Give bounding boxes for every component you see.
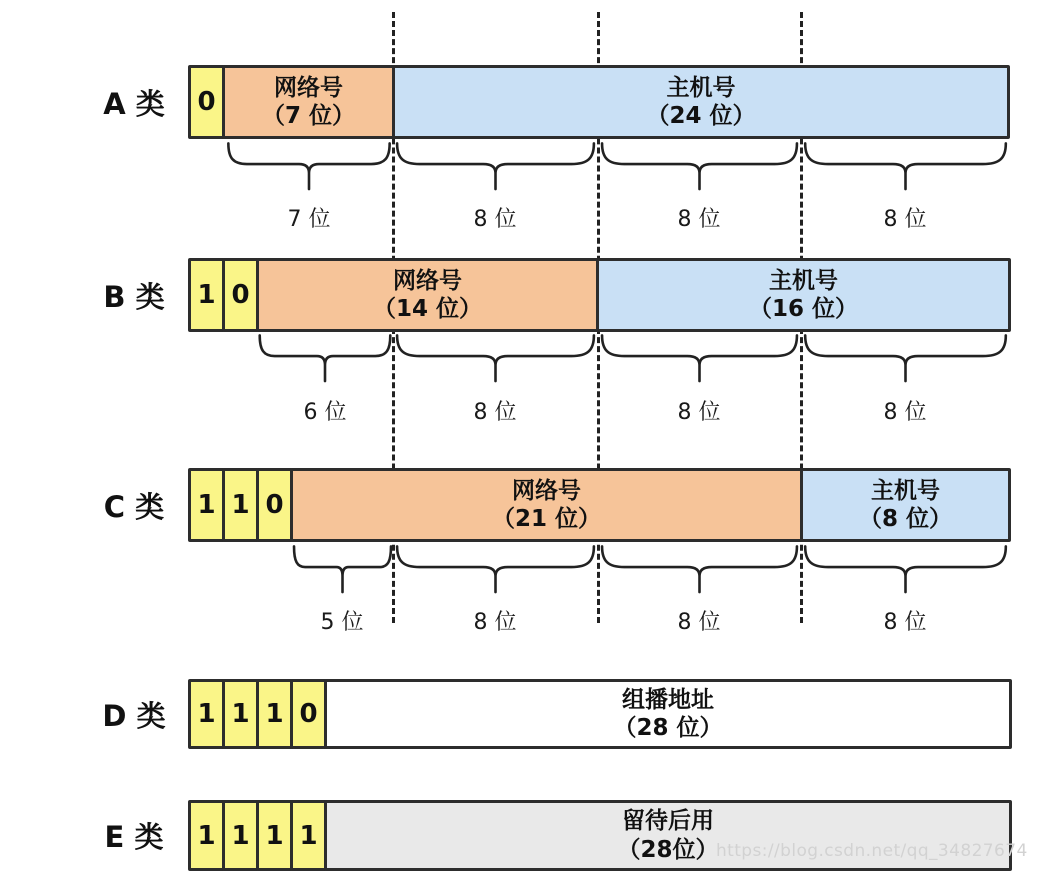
bit-value: 1: [265, 699, 284, 729]
bit-value: 1: [231, 820, 250, 851]
bit-cell: [188, 800, 225, 871]
bit-value: 1: [265, 820, 284, 851]
segment-title: 组播地址: [621, 686, 714, 713]
bit-cell: [188, 258, 225, 332]
address-bar-class-c: [188, 468, 1011, 542]
underbrace: [393, 334, 598, 384]
row-label-class-b: B 类: [103, 279, 165, 314]
bit-cell: [188, 65, 225, 139]
bit-cell: [188, 468, 225, 542]
segment-host: [596, 258, 1011, 332]
segment-multicast: [324, 679, 1012, 749]
octet-size-label: 6 位: [303, 400, 347, 425]
segment-network: [290, 468, 803, 542]
segment-bits: （24 位）: [646, 103, 756, 129]
segment-title: 主机号: [870, 477, 940, 504]
row-label-class-d: D 类: [102, 698, 166, 733]
bit-cell: [256, 800, 293, 871]
bit-value: 1: [299, 820, 318, 851]
segment-bits: （28位）: [617, 836, 719, 863]
underbrace: [225, 142, 393, 192]
bit-value: 1: [231, 490, 250, 520]
bit-cell: [188, 679, 225, 749]
segment-bits: （7 位）: [261, 103, 355, 129]
segment-title: 网络号: [273, 74, 343, 101]
underbrace: [598, 545, 801, 595]
csdn-watermark: https://blog.csdn.net/qq_34827674: [716, 841, 1028, 861]
address-bar-class-a: [188, 65, 1010, 139]
octet-size-label: 8 位: [677, 610, 721, 635]
row-label-class-a: A 类: [103, 86, 165, 121]
segment-bits: （14 位）: [372, 296, 482, 322]
segment-network: [222, 65, 395, 139]
bit-value: 0: [265, 490, 284, 520]
underbrace: [393, 545, 598, 595]
underbrace: [801, 142, 1010, 192]
underbrace: [598, 334, 801, 384]
segment-bits: （21 位）: [491, 506, 601, 532]
octet-size-label: 8 位: [677, 207, 721, 232]
octet-size-label: 8 位: [473, 610, 517, 635]
segment-bits: （16 位）: [748, 296, 858, 322]
bit-value: 1: [197, 490, 216, 520]
octet-size-label: 8 位: [883, 400, 927, 425]
octet-size-label: 8 位: [473, 207, 517, 232]
bit-value: 1: [197, 280, 216, 310]
octet-size-label: 5 位: [320, 610, 364, 635]
bit-value: 0: [299, 699, 318, 729]
underbrace: [292, 545, 393, 595]
bit-value: 0: [197, 87, 216, 117]
underbrace: [257, 334, 393, 384]
bit-cell: [222, 800, 259, 871]
segment-host: [392, 65, 1010, 139]
bit-cell: [222, 258, 259, 332]
bit-cell: [256, 679, 293, 749]
bit-cell: [290, 800, 327, 871]
underbrace: [393, 142, 598, 192]
segment-bits: （28 位）: [613, 715, 723, 741]
bit-cell: [222, 679, 259, 749]
segment-title: 网络号: [511, 477, 581, 504]
row-label-class-c: C 类: [103, 489, 165, 524]
segment-bits: （8 位）: [858, 506, 952, 532]
octet-size-label: 8 位: [883, 610, 927, 635]
bit-cell: [256, 468, 293, 542]
bit-value: 1: [197, 820, 216, 851]
segment-host: [800, 468, 1011, 542]
segment-title: 主机号: [768, 267, 838, 294]
underbrace: [801, 334, 1010, 384]
bit-value: 0: [231, 280, 250, 310]
segment-title: 留待后用: [621, 808, 714, 835]
bit-value: 1: [197, 699, 216, 729]
address-bar-class-b: [188, 258, 1011, 332]
octet-size-label: 8 位: [473, 400, 517, 425]
octet-size-label: 8 位: [677, 400, 721, 425]
octet-size-label: 7 位: [287, 207, 331, 232]
bit-cell: [290, 679, 327, 749]
row-label-class-e: E 类: [104, 820, 164, 854]
address-bar-class-d: [188, 679, 1012, 749]
bit-cell: [222, 468, 259, 542]
segment-title: 网络号: [392, 267, 462, 294]
segment-network: [256, 258, 599, 332]
underbrace: [801, 545, 1010, 595]
bit-value: 1: [231, 699, 250, 729]
underbrace: [598, 142, 801, 192]
segment-title: 主机号: [666, 74, 736, 101]
octet-size-label: 8 位: [883, 207, 927, 232]
